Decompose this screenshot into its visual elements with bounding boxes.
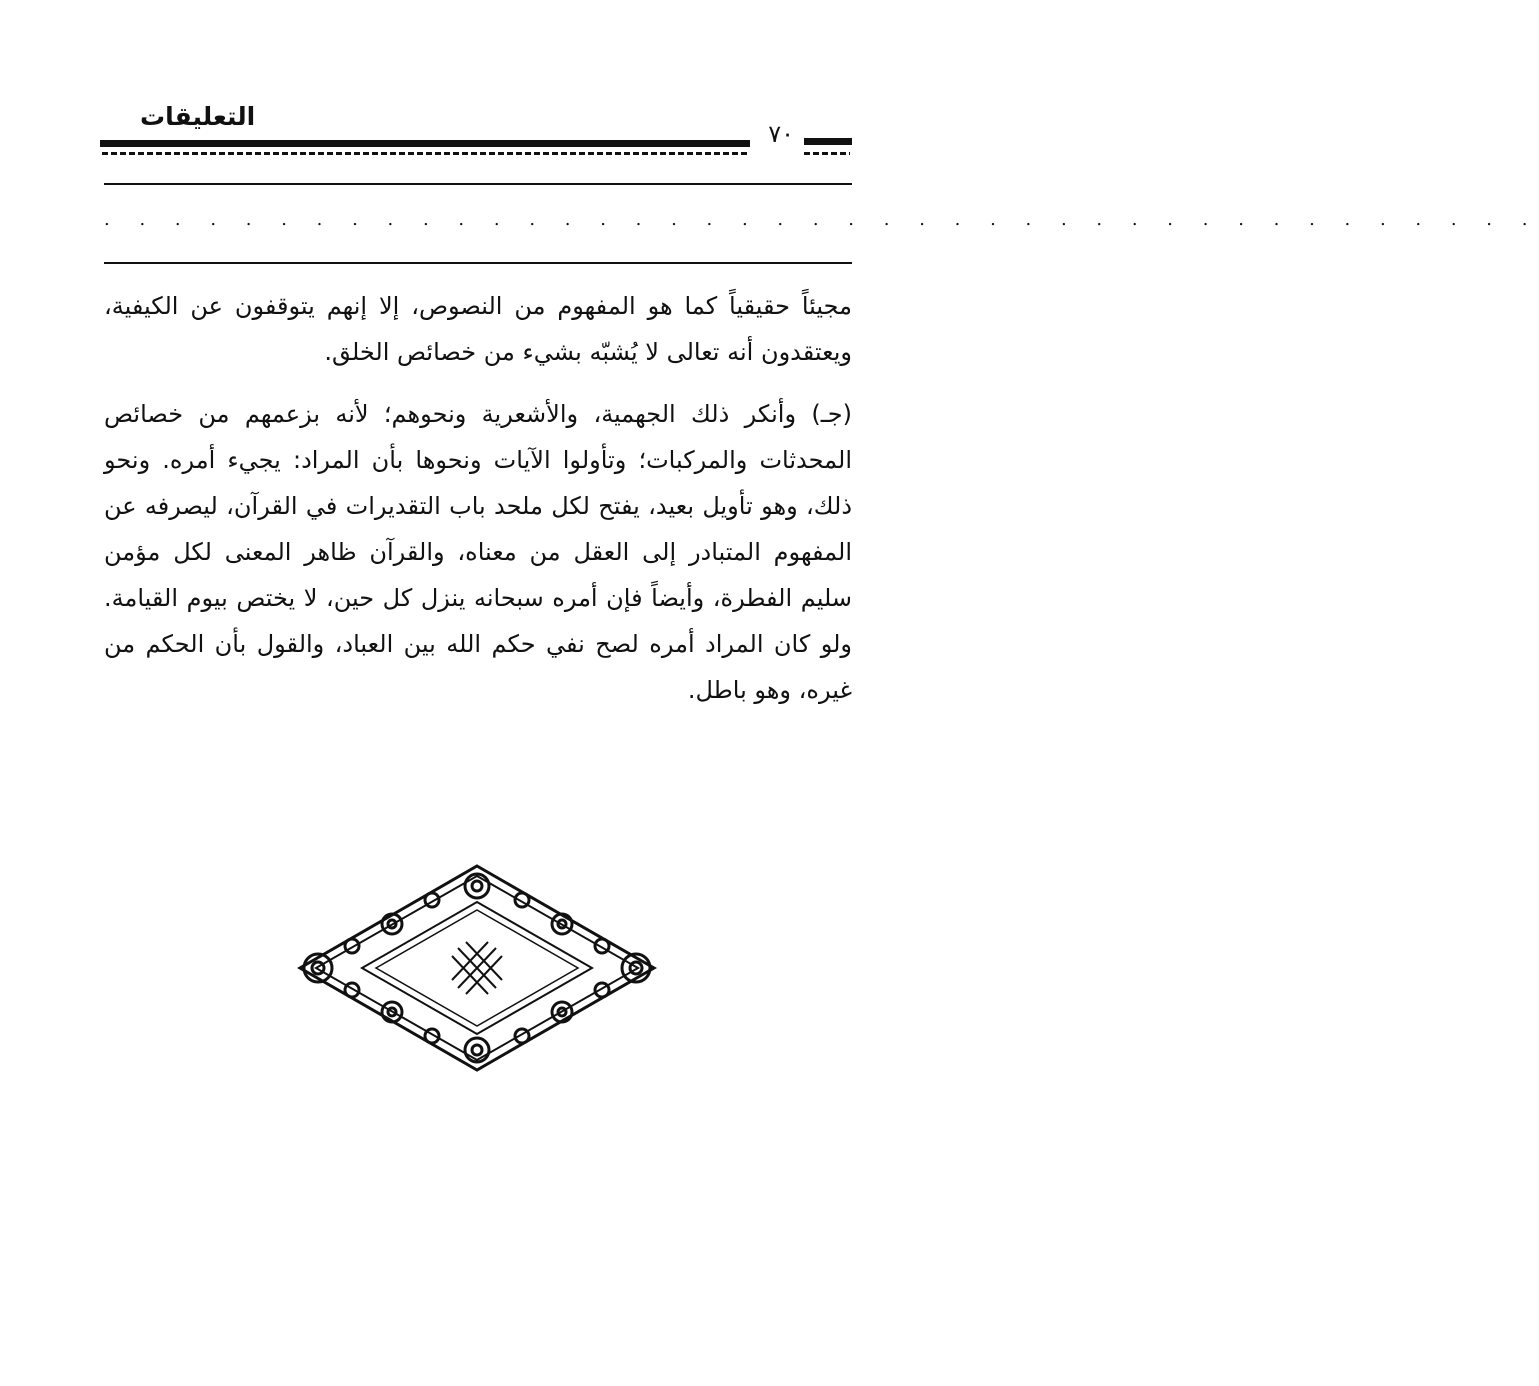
- dotted-separator: . . . . . . . . . . . . . . . . . . . . . . . . . . . . . . . . . . . . . . . . .: [104, 209, 1539, 230]
- running-title-text: التعليقات: [140, 102, 256, 131]
- paragraph-1: مجيئاً حقيقياً كما هو المفهوم من النصوص، إلا إنهم يتوقفون عن الكيفية، ويعتقدون أنه تعالى لا يُشبّه بشيء من خصائص الخلق.: [104, 292, 852, 366]
- header-thick-rule: [100, 140, 750, 147]
- page-number: ٧٠: [762, 122, 800, 146]
- header-dashed-rule-right: [804, 152, 850, 155]
- footnote-top-line: [104, 183, 852, 185]
- footnote-bottom-line: [104, 262, 852, 264]
- diamond-arabesque-ornament-icon: [292, 862, 662, 1074]
- header-thick-rule-right: [804, 138, 852, 145]
- page-header: [100, 100, 852, 166]
- body-text: [104, 283, 852, 713]
- paragraph-2: (جـ) وأنكر ذلك الجهمية، والأشعرية ونحوهم؛ لأنه بزعمهم من خصائص المحدثات والمركبات؛ وتأولوا الآيات ونحوها بأن المراد: يجيء أمره. ونحو ذلك، وهو تأويل بعيد، يفتح لكل ملحد باب التقديرات في القرآن، ليصرفه عن المفهوم المتبادر إلى العقل من معناه، والقرآن ظاهر المعنى لكل مؤمن سليم الفطرة، وأيضاً فإن أمره سبحانه ينزل كل حين، لا يختص بيوم القيامة. ولو كان المراد أمره لصح نفي حكم الله بين العباد، والقول بأن الحكم من غيره، وهو باطل.: [104, 400, 852, 704]
- header-dashed-rule: [102, 152, 747, 155]
